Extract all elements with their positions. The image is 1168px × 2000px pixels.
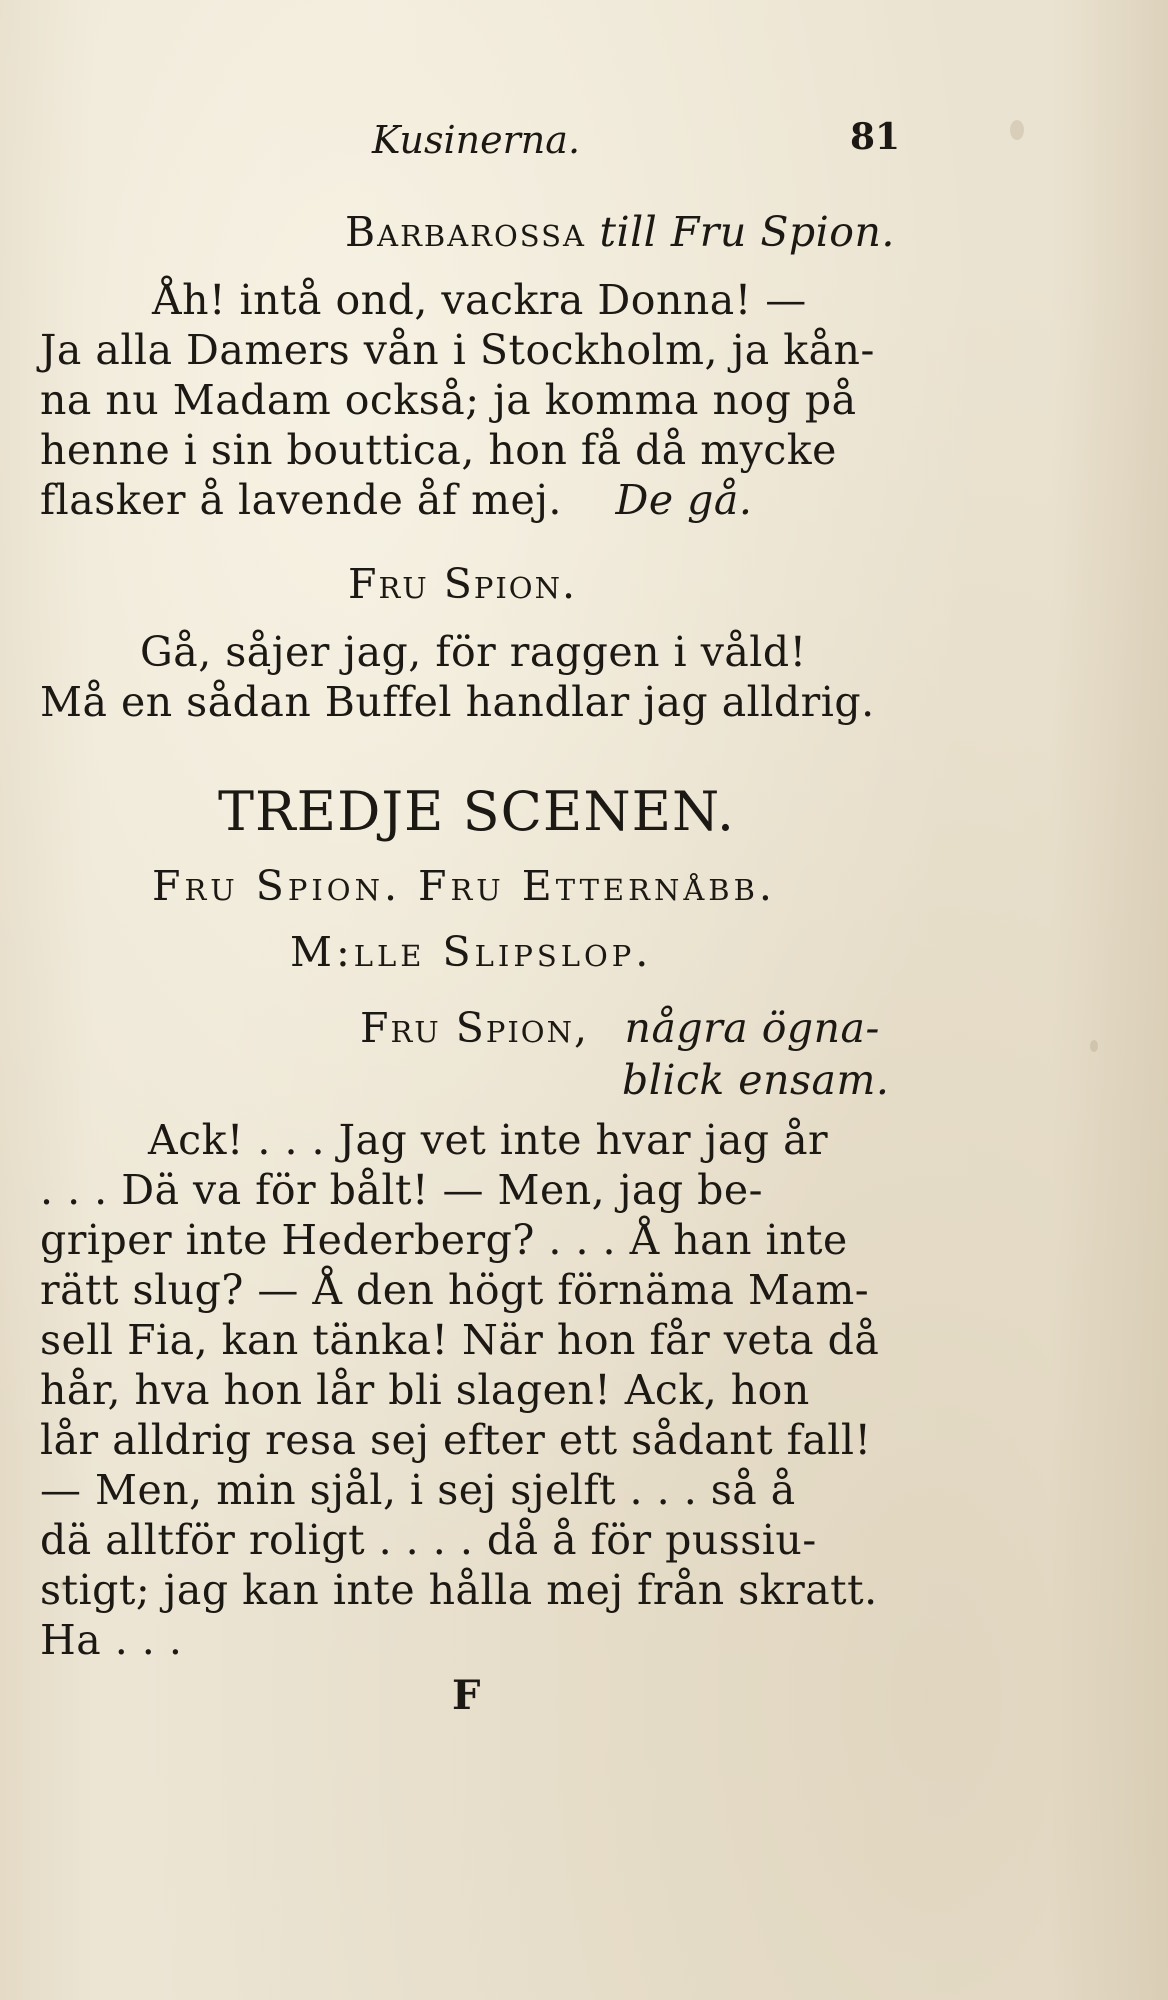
speaker-name: Barbarossa bbox=[345, 208, 586, 256]
dialogue-line: Må en sådan Buffel handlar jag alldrig. bbox=[40, 678, 875, 726]
dialogue-line: . . . Dä va för bålt! — Men, jag be- bbox=[40, 1166, 764, 1214]
dialogue-line: stigt; jag kan inte hålla mej från skratt. bbox=[40, 1566, 878, 1614]
paper-stain bbox=[1090, 1040, 1098, 1052]
signature-mark: F bbox=[452, 1672, 481, 1719]
stage-direction: till Fru Spion. bbox=[599, 208, 895, 256]
dialogue-text: flasker å lavende åf mej. bbox=[40, 476, 562, 524]
dialogue-line: hår, hva hon lår bli slagen! Ack, hon bbox=[40, 1366, 810, 1414]
dialogue-line: Åh! intå ond, vackra Donna! — bbox=[152, 276, 807, 324]
paper-stain bbox=[1010, 120, 1024, 140]
dialogue-line: dä alltför roligt . . . . då å för pussiu- bbox=[40, 1516, 817, 1564]
dialogue-line: griper inte Hederberg? . . . Å han inte bbox=[40, 1216, 848, 1264]
running-title: Kusinerna. bbox=[372, 118, 581, 162]
stage-direction-continued: blick ensam. bbox=[622, 1056, 890, 1104]
dialogue-line: — Men, min sjål, i sej sjelft . . . så å bbox=[40, 1466, 796, 1514]
speaker-heading: Fru Spion. bbox=[348, 560, 577, 608]
dialogue-line: Gå, såjer jag, för raggen i våld! bbox=[140, 628, 807, 676]
dialogue-line: Ja alla Damers vån i Stockholm, ja kån- bbox=[40, 326, 875, 374]
exit-direction: De gå. bbox=[615, 476, 753, 524]
dialogue-line: Ack! . . . Jag vet inte hvar jag år bbox=[148, 1116, 829, 1164]
page-number: 81 bbox=[850, 116, 901, 158]
speaker-heading bbox=[345, 208, 895, 256]
dialogue-line: lår alldrig resa sej efter ett sådant fall! bbox=[40, 1416, 872, 1464]
speaker-heading bbox=[360, 1004, 880, 1052]
dialogue-line: na nu Madam också; ja komma nog på bbox=[40, 376, 857, 424]
cast-list: Fru Spion. Fru Etternåbb. bbox=[152, 862, 776, 910]
dialogue-line: henne i sin bouttica, hon få då mycke bbox=[40, 426, 837, 474]
dialogue-line: Ha . . . bbox=[40, 1616, 183, 1664]
stage-direction: några ögna- bbox=[624, 1004, 880, 1052]
speaker-name: Fru Spion, bbox=[360, 1004, 589, 1052]
cast-list: M:lle Slipslop. bbox=[290, 928, 653, 976]
dialogue-line: rätt slug? — Å den högt förnäma Mam- bbox=[40, 1266, 870, 1314]
dialogue-line: sell Fia, kan tänka! När hon får veta då bbox=[40, 1316, 880, 1364]
dialogue-line-with-exit bbox=[40, 476, 752, 524]
scene-title: TREDJE SCENEN. bbox=[218, 780, 735, 843]
